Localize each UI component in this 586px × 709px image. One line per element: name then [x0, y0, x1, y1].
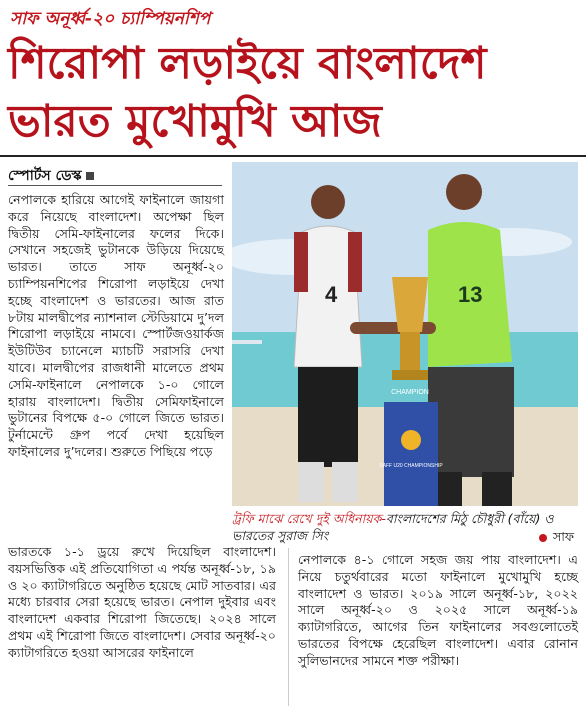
caption-tag: [539, 528, 574, 545]
column-divider: [288, 548, 289, 706]
byline-text: স্পোর্টস ডেস্ক: [8, 168, 82, 184]
right-jersey-number: 13: [458, 282, 483, 307]
body-paragraph: নেপালকে ৪-১ গোলে সহজ জয় পায় বাংলাদেশ। এ নিয়ে চতুর্থবারের মতো ফাইনালে মুখোমুখি হচ্ছে বাংলাদেশ ও ভারত। ২০১৯ সালে অনূর্ধ্ব-১৮, ২০২২ সালে অনূর্ধ্ব-২০ ও ২০২৫ সালে অনূর্ধ্ব-১৯ ক্যাটাগরিতে, আগের তিন ফাইনালের সবগুলোতেই ভারতের বিপক্ষে হেরেছিল বাংলাদেশ। এবার রোনান সুলিভানদের সামনে শক্ত পরীক্ষা।: [298, 552, 578, 668]
banner-text: SAFF U20 CHAMPIONSHIP: [379, 463, 443, 469]
headline-line-1: শিরোপা লড়াইয়ে বাংলাদেশ: [8, 38, 487, 89]
headline-line-2: ভারত মুখোমুখি আজ: [8, 96, 382, 147]
headline-rule: [0, 155, 586, 157]
section-kicker: সাফ অনূর্ধ্ব-২০ চ্যাম্পিয়নশিপ: [10, 9, 211, 29]
square-icon: [86, 172, 94, 180]
caption-text: বাংলাদেশের মিঠু চৌধুরী (বাঁয়ে) ও ভারতের সুরাজ সিং: [232, 511, 554, 543]
byline-divider: [8, 185, 222, 186]
left-jersey-number: 4: [325, 282, 338, 307]
body-paragraph: ভারতকে ১-১ ড্রয়ে রুখে দিয়েছিল বাংলাদেশ। বয়সভিত্তিক এই প্রতিযোগিতা এ পর্যন্ত অনূর্ধ্ব-১৮, ১৯ ও ২০ ক্যাটাগরিতে অনুষ্ঠিত হয়েছে মোট সাতবার। এর মধ্যে চারবার সেরা হয়েছে ভারত। নেপাল দুইবার এবং বাংলাদেশ একবার শিরোপা জিতেছে। ২০২৪ সালে প্রথম এই শিরোপা জিতে বাংলাদেশ। সেবার অনূর্ধ্ব-২০ ক্যাটাগরিতে হওয়া আসরের ফাইনালে: [8, 544, 276, 660]
caption-tag-label: সাফ: [552, 529, 574, 544]
body-column-bottom-right: [298, 552, 578, 670]
dot-icon: [539, 534, 547, 542]
photo-illustration: [232, 162, 578, 506]
body-paragraph: নেপালকে হারিয়ে আগেই ফাইনালে জায়গা করে নিয়েছে বাংলাদেশ। অপেক্ষা ছিল দ্বিতীয় সেমি-ফাইনালের ফলের দিকে। সেখানে সহজেই ভুটানকে উড়িয়ে দিয়েছে ভারত। তাতে সাফ অনূর্ধ্ব-২০ চ্যাম্পিয়নশিপের শিরোপা লড়াইয়ে দেখা হচ্ছে বাংলাদেশ ও ভারতের। আজ রাত ৮টায় মালদ্বীপের ন্যাশনাল স্টেডিয়ামে দু’দল শিরোপা লড়াইয়ে নামবে। স্পোর্টজওয়ার্কজ ইউটিউব চ্যানেলে ম্যাচটি সরাসরি দেখা যাবে। মালদ্বীপের রাজধানী মালেতে প্রথম সেমি-ফাইনালে নেপালকে ১-০ গোলে হারায় বাংলাদেশ। দ্বিতীয় সেমিফাইনালে ভুটানের বিপক্ষে ৫-০ গোলে জিতে ভারত। টুর্নামেন্টে গ্রুপ পর্বে দেখা হয়েছিল ফাইনালের দু’দলের। শুরুতে পিছিয়ে পড়ে: [8, 192, 224, 459]
trophy-text: CHAMPION: [391, 389, 429, 396]
photo-caption: [232, 510, 578, 544]
article-photo: [232, 162, 578, 506]
body-column-bottom-left: [8, 544, 276, 662]
body-column-left: [8, 192, 224, 461]
caption-lead: ট্রফি মাঝে রেখে দুই অধিনায়ক-: [232, 511, 386, 526]
